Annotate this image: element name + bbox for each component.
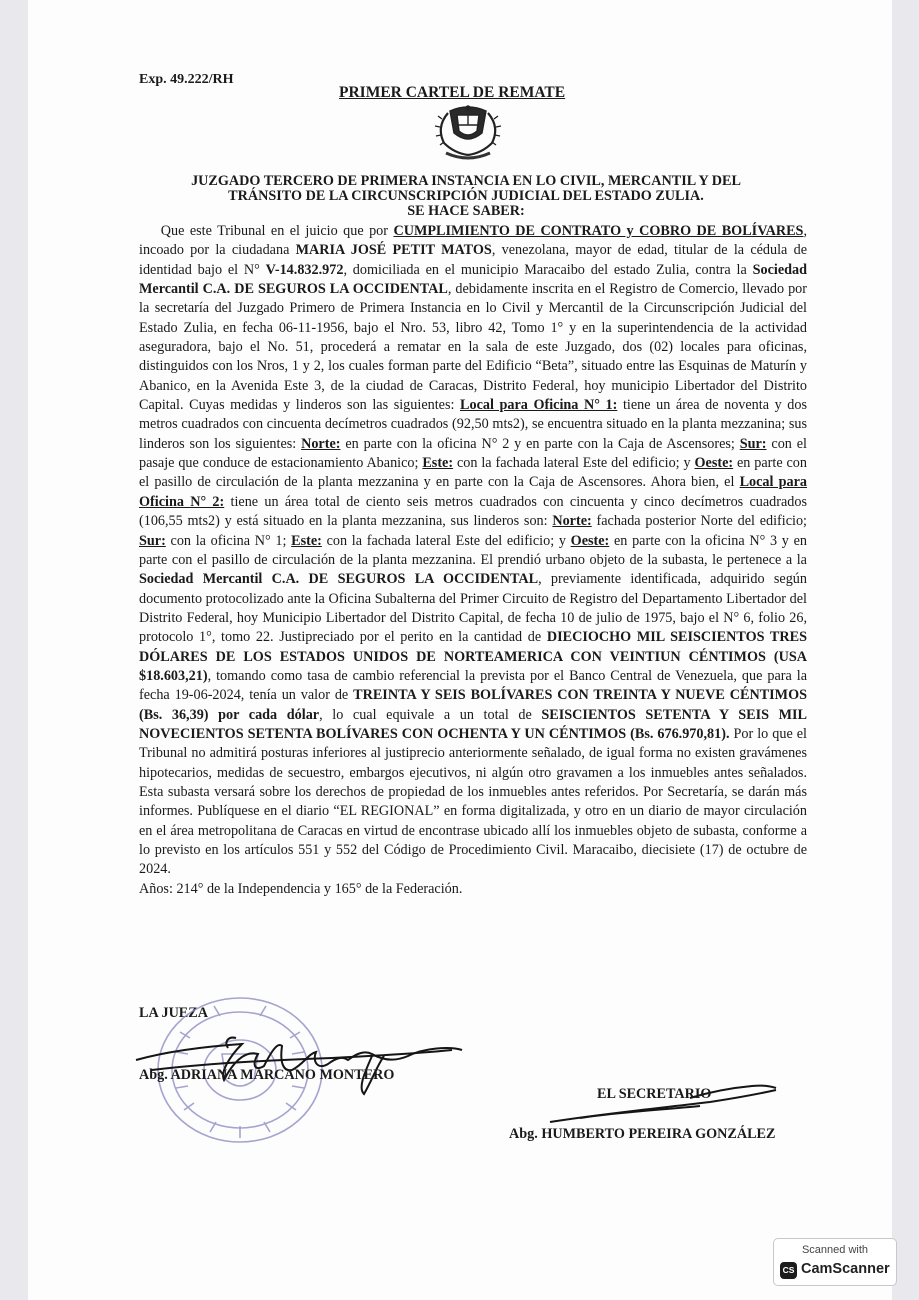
- body-text: , tomando como tasa de cambio referencial la prevista por el Banco Central de Venezuela, que para la fecha 19-06-2024, tenía un valor de: [139, 667, 807, 704]
- body-text: , venezolana, mayor de edad, titular de la cédula de identidad bajo el N°: [139, 242, 807, 278]
- body-text: , previamente identificada, adquirido según documento protocolizado ante la Oficina Subalterna del Primer Circuito de Registro del Departamento Libertador del Distrito Federal, hoy Municipio Libertador del Distrito Capital, de fecha 10 de julio de 1975, bajo el N° 6, folio 26, protocolo 1°, tomo 22. Justipreciado por el perito en la cantidad de: [139, 571, 807, 646]
- boundary-west: Oeste:: [570, 532, 610, 549]
- boundary-east: Este:: [291, 532, 322, 549]
- defendant-name: Sociedad Mercantil C.A. DE SEGUROS LA OCCIDENTAL: [139, 571, 539, 588]
- secretary-name: Abg. HUMBERTO PEREIRA GONZÁLEZ: [509, 1126, 776, 1142]
- boundary-south: Sur:: [739, 435, 767, 452]
- body-text: en parte con el pasillo de circulación de la planta mezzanina y en parte con la Caja de Ascensores. Ahora bien, el: [139, 455, 807, 491]
- body-paragraph: [139, 222, 807, 880]
- court-line-1: JUZGADO TERCERO DE PRIMERA INSTANCIA EN LO CIVIL, MERCANTIL Y DEL: [191, 173, 741, 189]
- case-type: CUMPLIMIENTO DE CONTRATO y COBRO DE BOLÍVARES: [393, 223, 804, 239]
- camscanner-name: CamScanner: [801, 1261, 890, 1277]
- body-text: fachada posterior Norte del edificio;: [591, 513, 807, 530]
- judge-signature-icon: [132, 1020, 482, 1110]
- scanned-with-label: Scanned with: [801, 1244, 869, 1256]
- body-text: Que este Tribunal en el juicio que por: [160, 223, 394, 239]
- body-text: con la fachada lateral Este del edificio; y: [321, 532, 571, 549]
- body-text: Por lo que el Tribunal no admitirá posturas inferiores al justiprecio anteriormente señalado, de igual forma no existen gravámenes hipotecarios, medidas de secuestro, embargos ejecutivos, ni algún otro gravamen a los inmuebles antes señalados. Esta subasta versará sobre los derechos de propiedad de los inmuebles antes referidos. Por Secretaría, se darán más informes. Publíquese en el diario “EL REGIONAL” en forma digitalizada, y otro en un diario de mayor circulación en el área metropolitana de Caracas en virtud de encontrase ubicado allí los inmuebles objeto de subasta, conforme a lo previsto en los artículos 551 y 552 del Código de Procedimiento Civil. Maracaibo, diecisiete (17) de octubre de 2024.: [139, 725, 807, 878]
- judge-label: LA JUEZA: [139, 1005, 208, 1021]
- camscanner-watermark: [773, 1238, 897, 1286]
- plaintiff-name: MARIA JOSÉ PETIT MATOS: [295, 242, 492, 259]
- local-1-label: Local para Oficina N° 1:: [460, 397, 618, 414]
- document-title: PRIMER CARTEL DE REMATE: [339, 84, 566, 101]
- id-number: V-14.832.972: [265, 261, 344, 278]
- document-body: [139, 222, 807, 899]
- local-2-label: Local para Oficina N° 2:: [139, 474, 807, 510]
- body-text: en parte con la oficina N° 3 y en parte con el pasillo de circulación de la planta mezzanina. El prendió urbano objeto de la subasta, le pertenece a la: [139, 532, 807, 568]
- court-name: [140, 174, 792, 219]
- boundary-north: Norte:: [301, 435, 341, 452]
- boundary-north: Norte:: [552, 513, 592, 530]
- boundary-west: Oeste:: [694, 455, 734, 472]
- coat-of-arms-icon: [430, 103, 506, 165]
- boundary-south: Sur:: [139, 532, 166, 549]
- body-text: con la fachada lateral Este del edificio; y: [453, 455, 695, 472]
- body-text: , domiciliada en el municipio Maracaibo del estado Zulia, contra la: [343, 261, 753, 278]
- body-text: tiene un área de noventa y dos metros cuadrados con cincuenta decímetros cuadrados (92,50 mts2), se encuentra situado en la planta mezzanina; sus linderos son los siguientes:: [139, 397, 808, 452]
- appraisal-usd: DIECIOCHO MIL SEISCIENTOS TRES DÓLARES DE LOS ESTADOS UNIDOS DE NORTEAMERICA CON VEINTIUN CÉNTIMOS (USA $18.603,21): [139, 629, 807, 684]
- expediente-number: Exp. 49.222/RH: [139, 72, 234, 87]
- judge-name: Abg. ADRIANA MARCANO MONTERO: [139, 1067, 395, 1083]
- body-text: en parte con la oficina N° 2 y en parte con la Caja de Ascensores;: [340, 435, 740, 452]
- camscanner-logo-icon: CS: [780, 1262, 797, 1279]
- body-text: con la oficina N° 1;: [165, 532, 292, 549]
- body-text: , lo cual equivale a un total de: [319, 706, 542, 723]
- defendant-name: Sociedad Mercantil C.A. DE SEGUROS LA OCCIDENTAL: [139, 261, 807, 298]
- body-closing: Años: 214° de la Independencia y 165° de la Federación.: [139, 880, 463, 897]
- court-line-2: TRÁNSITO DE LA CIRCUNSCRIPCIÓN JUDICIAL DEL ESTADO ZULIA.: [228, 188, 704, 204]
- body-text: , incoado por la ciudadana: [139, 223, 807, 259]
- boundary-east: Este:: [422, 455, 454, 472]
- body-text: tiene un área total de ciento seis metros cuadrados con cincuenta y cinco decímetros cuadrados (106,55 mts2) y está situado en la planta mezzanina, sus linderos son:: [139, 493, 807, 530]
- exchange-rate: TREINTA Y SEIS BOLÍVARES CON TREINTA Y NUEVE CÉNTIMOS (Bs. 36,39) por cada dólar: [139, 687, 808, 723]
- announcement: SE HACE SABER:: [407, 203, 525, 219]
- body-text: , debidamente inscrita en el Registro de Comercio, llevado por la secretaría del Juzgado Primero de Primera Instancia en lo Civil y Mercantil de la Circunscripción Judicial del Estado Zulia, en fecha 06-11-1956, bajo el Nro. 53, libro 42, Tomo 1° y en la superintendencia de la actividad aseguradora, bajo el No. 51, procederá a rematar en la sala de este Juzgado, dos (02) locales para oficinas, distinguidos con los Nros, 1 y 2, los cuales forman parte del Edificio “Beta”, situado entre las Esquinas de Maturín y Abanico, en la Avenida Este 3, de la ciudad de Caracas, Distrito Federal, hoy municipio Libertador del Distrito Capital. Cuyas medidas y linderos son las siguientes:: [139, 281, 807, 414]
- appraisal-bs: SEISCIENTOS SETENTA Y SEIS MIL NOVECIENTOS SETENTA BOLÍVARES CON OCHENTA Y UN CÉNTIMOS (Bs. 676.970,81).: [139, 706, 807, 742]
- secretary-label: EL SECRETARIO: [597, 1086, 712, 1102]
- body-text: con el pasaje que conduce de estacionamiento Abanico;: [139, 435, 807, 472]
